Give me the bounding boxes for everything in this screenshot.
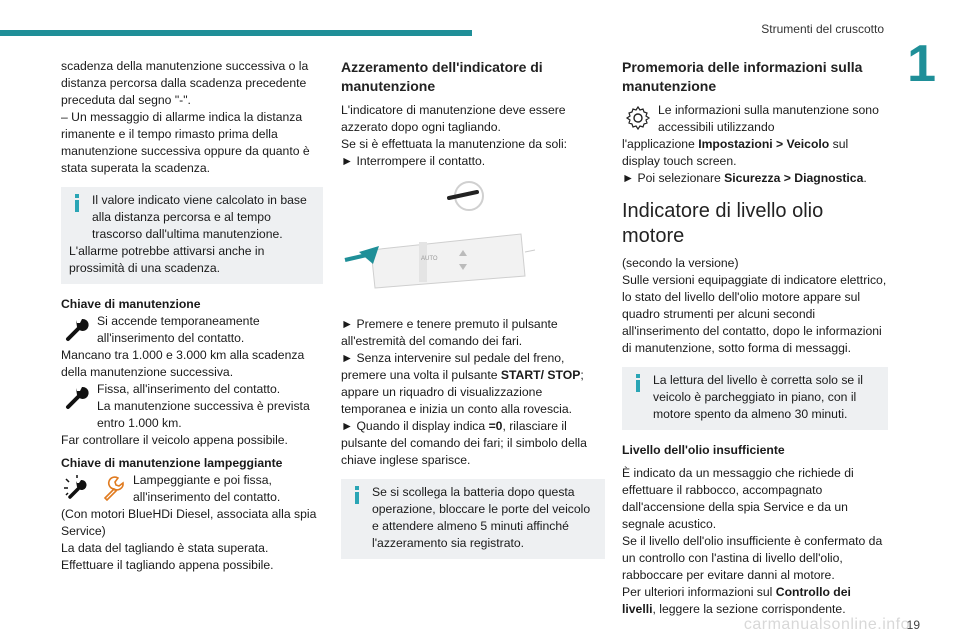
info-icon <box>75 194 79 212</box>
paragraph: ► Senza intervenire sul pedale del freno, premere una volta il pulsante START/ STOP; appare un riquadro di visualizzazione temporanea e inizia un conto alla rovescia. <box>341 351 584 416</box>
paragraph: ► Premere e tenere premuto il pulsante all'estremità del comando dei fari. <box>341 317 558 348</box>
heading-oil-level: Indicatore di livello olio motore <box>622 200 824 247</box>
wrench-outline-icon <box>97 472 129 504</box>
paragraph: Lampeggiante e poi fissa, all'inserimento del contatto. <box>133 473 281 504</box>
info-text: L'allarme potrebbe attivarsi anche in prossimità di una scadenza. <box>69 244 265 275</box>
page-number: 19 <box>906 618 920 632</box>
heading-reset: Azzeramento dell'indicatore di manutenzione <box>341 59 543 94</box>
header-accent-bar <box>0 30 472 36</box>
paragraph: Far controllare il veicolo appena possibile. <box>61 433 288 447</box>
paragraph: scadenza della manutenzione successiva o la distanza percorsa dalla scadenza precedente preceduta dal segno "-". <box>61 59 309 107</box>
subheading-low-oil: Livello dell'olio insufficiente <box>622 443 785 457</box>
paragraph: ► Quando il display indica =0, rilasciare il pulsante del comando dei fari; il simbolo della chiave inglese sparisce. <box>341 419 587 467</box>
section-title: Strumenti del cruscotto <box>761 22 884 36</box>
icon-row <box>61 381 323 432</box>
paragraph: La manutenzione successiva è prevista entro 1.000 km. <box>97 399 310 430</box>
paragraph: Per ulteriori informazioni sul Controllo dei livelli, leggere la sezione corrispondente. <box>622 585 851 616</box>
paragraph: Se il livello dell'olio insufficiente è confermato da un controllo con l'astina di livello dell'olio, rabboccare per evitare danni al motore. <box>622 534 883 582</box>
illustration-label: AUTO <box>421 256 438 262</box>
lighting-stalk-illustration <box>341 176 605 306</box>
wrench-icon <box>61 381 93 413</box>
paragraph: ► Poi selezionare Sicurezza > Diagnostica. <box>622 171 867 185</box>
watermark: carmanualsonline.info <box>743 616 910 633</box>
paragraph: Sulle versioni equipaggiate di indicatore elettrico, lo stato del livello dell'olio motore appare sul quadro strumenti per alcuni secondi all'inserimento del contatto, dopo le informazioni di manutenzione, sotto forma di messaggi. <box>622 273 887 355</box>
info-text: La lettura del livello è corretta solo se il veicolo è parcheggiato in piano, con il motore spento da almeno 30 minuti. <box>653 373 864 421</box>
info-icon <box>355 486 359 504</box>
column-1 <box>61 58 323 574</box>
gear-icon <box>622 102 654 134</box>
column-3 <box>622 58 888 618</box>
paragraph: ► Interrompere il contatto. <box>341 154 486 168</box>
paragraph: Fissa, all'inserimento del contatto. <box>97 382 281 396</box>
paragraph: Effettuare il tagliando appena possibile. <box>61 558 274 572</box>
paragraph: Le informazioni sulla manutenzione sono accessibili utilizzando <box>658 103 879 134</box>
icon-row <box>622 102 888 136</box>
heading-reminder: Promemoria delle informazioni sulla manutenzione <box>622 59 863 94</box>
paragraph: Si accende temporaneamente all'inserimento del contatto. <box>97 314 260 345</box>
info-box <box>61 187 323 284</box>
info-text: Se si scollega la batteria dopo questa operazione, bloccare le porte del veicolo e attendere almeno 5 minuti affinché l'azzeramento sia registrato. <box>372 485 591 550</box>
chapter-number: 1 <box>907 35 936 93</box>
info-icon <box>636 374 640 392</box>
paragraph: Se si è effettuata la manutenzione da soli: <box>341 137 568 151</box>
paragraph: L'indicatore di manutenzione deve essere azzerato dopo ogni tagliando. <box>341 103 566 134</box>
icon-row <box>61 472 323 506</box>
paragraph: – Un messaggio di allarme indica la distanza rimanente e il tempo rimasto prima della manutenzione successiva oppure da quanto è stata superata la scadenza. <box>61 110 310 175</box>
info-box <box>341 479 605 559</box>
wrench-icon <box>61 313 93 345</box>
paragraph: La data del tagliando è stata superata. <box>61 541 269 555</box>
info-box <box>622 367 888 430</box>
paragraph: Mancano tra 1.000 e 3.000 km alla scadenza della manutenzione successiva. <box>61 348 305 379</box>
icon-row <box>61 313 323 347</box>
paragraph: l'applicazione Impostazioni > Veicolo sul display touch screen. <box>622 137 849 168</box>
column-2 <box>341 58 605 571</box>
paragraph: (Con motori BlueHDi Diesel, associata alla spia Service) <box>61 507 317 538</box>
flashing-wrench-icon <box>61 472 93 504</box>
paragraph: (secondo la versione) <box>622 256 739 270</box>
paragraph: È indicato da un messaggio che richiede di effettuare il rabbocco, accompagnato dall'accensione della spia Service e da un segnale acustico. <box>622 466 854 531</box>
info-text: Il valore indicato viene calcolato in base alla distanza percorsa e al tempo trascorso dall'ultima manutenzione. <box>92 193 307 241</box>
subheading-key: Chiave di manutenzione <box>61 297 201 311</box>
subheading-flashing-key: Chiave di manutenzione lampeggiante <box>61 456 283 470</box>
